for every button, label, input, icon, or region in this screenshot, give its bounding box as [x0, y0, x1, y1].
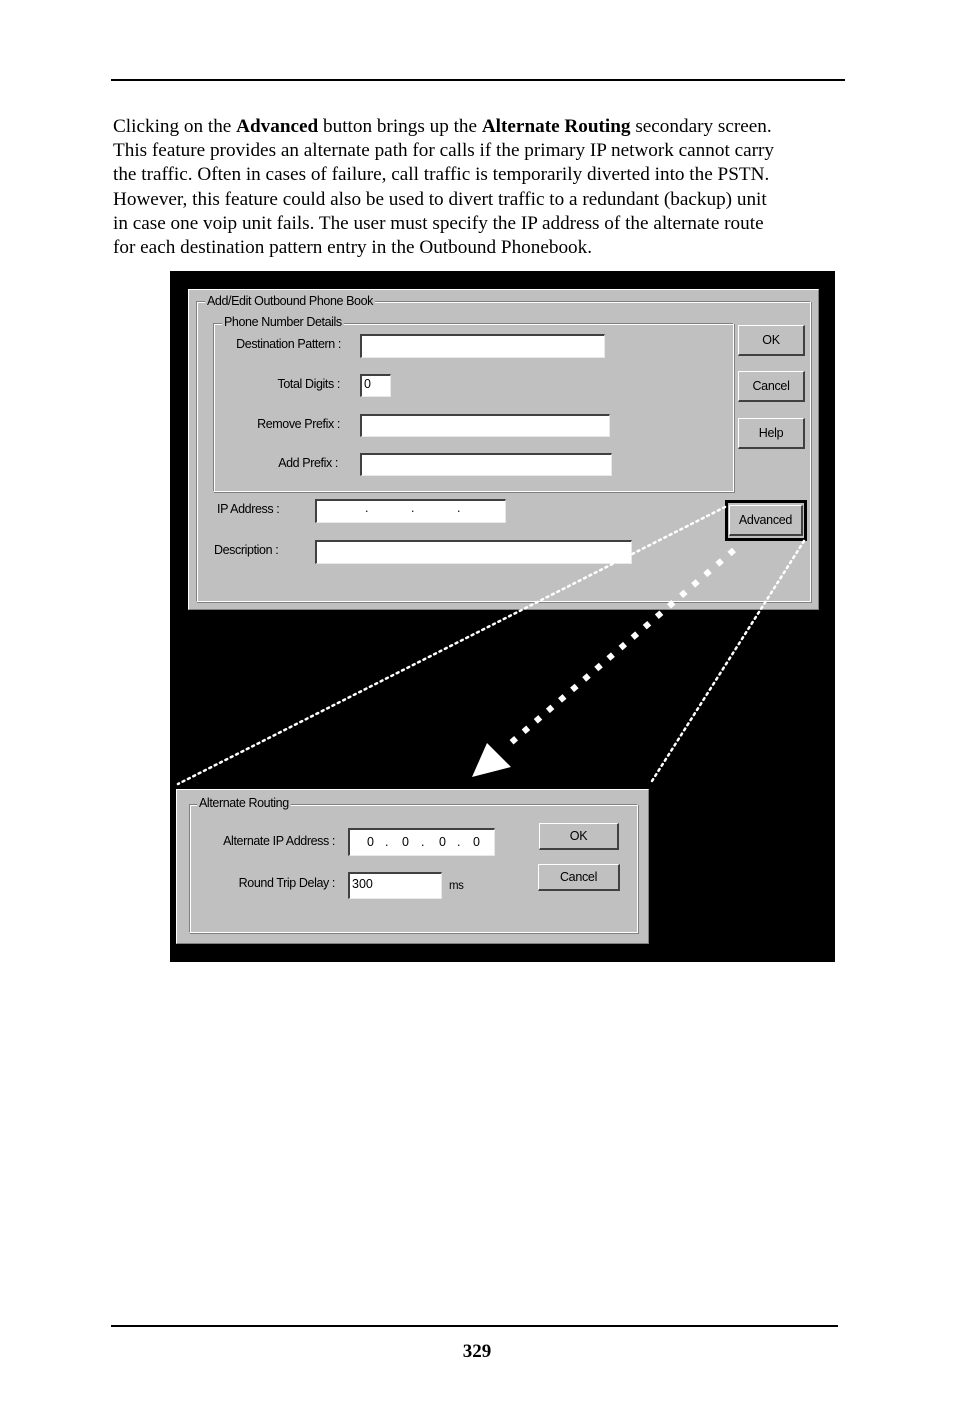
- paragraph-line: However, this feature could also be used to divert traffic to a redundant (backup) unit: [113, 188, 767, 210]
- footer-rule: [111, 1325, 838, 1327]
- ip-separator: .: [385, 835, 389, 849]
- ip-separator: .: [457, 835, 461, 849]
- description-label: Description :: [214, 543, 279, 557]
- paragraph-line: in case one voip unit fails. The user must specify the IP address of the alternate route: [113, 212, 764, 234]
- total-digits-input[interactable]: 0: [360, 374, 391, 397]
- alternate-cancel-button[interactable]: Cancel: [538, 864, 620, 891]
- screenshot-figure: [170, 271, 835, 962]
- round-trip-unit: ms: [449, 880, 464, 892]
- ok-button[interactable]: OK: [738, 325, 805, 356]
- phone-number-details-title: Phone Number Details: [224, 315, 342, 329]
- ip-separator: .: [411, 501, 415, 515]
- help-button[interactable]: Help: [738, 418, 805, 449]
- cancel-button[interactable]: Cancel: [738, 371, 805, 402]
- alternate-ok-button[interactable]: OK: [539, 823, 619, 850]
- advanced-button[interactable]: Advanced: [729, 505, 803, 536]
- intro-paragraph: [113, 115, 853, 260]
- total-digits-label: Total Digits :: [277, 377, 340, 391]
- ip-address-label: IP Address :: [217, 502, 280, 516]
- ip-octet: 0: [439, 835, 446, 849]
- add-prefix-label: Add Prefix :: [278, 456, 338, 470]
- callout-arrows: [170, 271, 835, 962]
- ip-octet: 0: [402, 835, 409, 849]
- ip-separator: .: [365, 501, 369, 515]
- alternate-ip-label: Alternate IP Address :: [223, 834, 335, 848]
- destination-pattern-label: Destination Pattern :: [236, 337, 341, 351]
- paragraph-line: the traffic. Often in cases of failure, call traffic is temporarily diverted into the PSTN.: [113, 164, 770, 186]
- alternate-routing-term: Alternate Routing: [481, 116, 631, 137]
- ip-octet: 0: [473, 835, 480, 849]
- alternate-routing-title: Alternate Routing: [199, 796, 289, 810]
- ip-separator: .: [421, 835, 425, 849]
- header-rule: [111, 79, 845, 81]
- page-number: 329: [462, 1341, 492, 1362]
- round-trip-delay-input[interactable]: 300: [348, 872, 442, 899]
- ip-octet: 0: [367, 835, 374, 849]
- remove-prefix-label: Remove Prefix :: [257, 417, 340, 431]
- ip-separator: .: [457, 501, 461, 515]
- callout-line-right: [652, 541, 804, 781]
- paragraph-line: This feature provides an alternate path for calls if the primary IP network cannot carry: [113, 140, 774, 162]
- advanced-term: Advanced: [236, 116, 319, 137]
- paragraph-line: for each destination pattern entry in the Outbound Phonebook.: [113, 237, 593, 259]
- arrow-head-icon: [472, 743, 511, 777]
- callout-line-left: [178, 507, 725, 784]
- paragraph-line: Clicking on the Advanced button brings up the Alternate Routing secondary screen.: [113, 116, 772, 137]
- callout-arrow-shaft: [506, 550, 734, 747]
- outbound-phonebook-title: Add/Edit Outbound Phone Book: [207, 294, 374, 308]
- round-trip-delay-label: Round Trip Delay :: [238, 876, 335, 890]
